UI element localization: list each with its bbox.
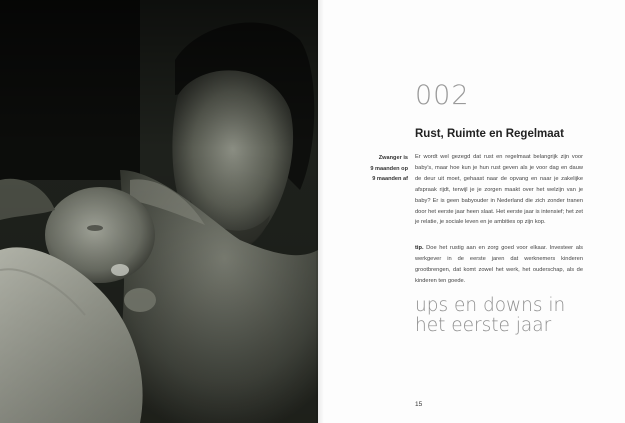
side-note-line: Zwanger is	[378, 155, 408, 161]
side-note	[350, 153, 408, 185]
tip-paragraph	[415, 243, 583, 287]
body-paragraph: Er wordt wel gezegd dat rust en regelmaat belangrijk zijn voor baby's, maar hoe kun je hun rust geven als je voor dag en dauw de deur uit moet, gehaast naar de opvang en naar je zakelijke afspraak rijdt, terwijl je je zorgen maakt over het welzijn van je baby? Er is geen babyouder in Nederland die zich zonder tranen door het eerste jaar heen slaat. Het eerste jaar is intensief; het zet je relatie, je sociale leven en je ambities op zijn kop.	[415, 154, 583, 226]
body-text	[415, 152, 583, 228]
side-note-line: 9 maanden op	[370, 165, 408, 172]
chapter-title: Rust, Ruimte en Regelmaat	[415, 128, 564, 140]
page-gutter-shadow	[316, 0, 324, 423]
pull-quote	[415, 296, 605, 336]
side-note-line: 9 maanden af	[372, 176, 408, 182]
chapter-number: 002	[415, 80, 470, 111]
tip-label: tip.	[415, 245, 424, 251]
page-number: 15	[415, 401, 423, 408]
tip-text: Doe het rustig aan en zorg goed voor elkaar. Investeer als werkgever in de eerste jaren dat werknemers kinderen grootbrengen, dat komt zowel het werk, het ouderschap, als de kinderen ten goede.	[415, 245, 583, 284]
pull-quote-line: het eerste jaar	[415, 315, 552, 336]
pull-quote-line: ups en downs in	[415, 295, 566, 316]
